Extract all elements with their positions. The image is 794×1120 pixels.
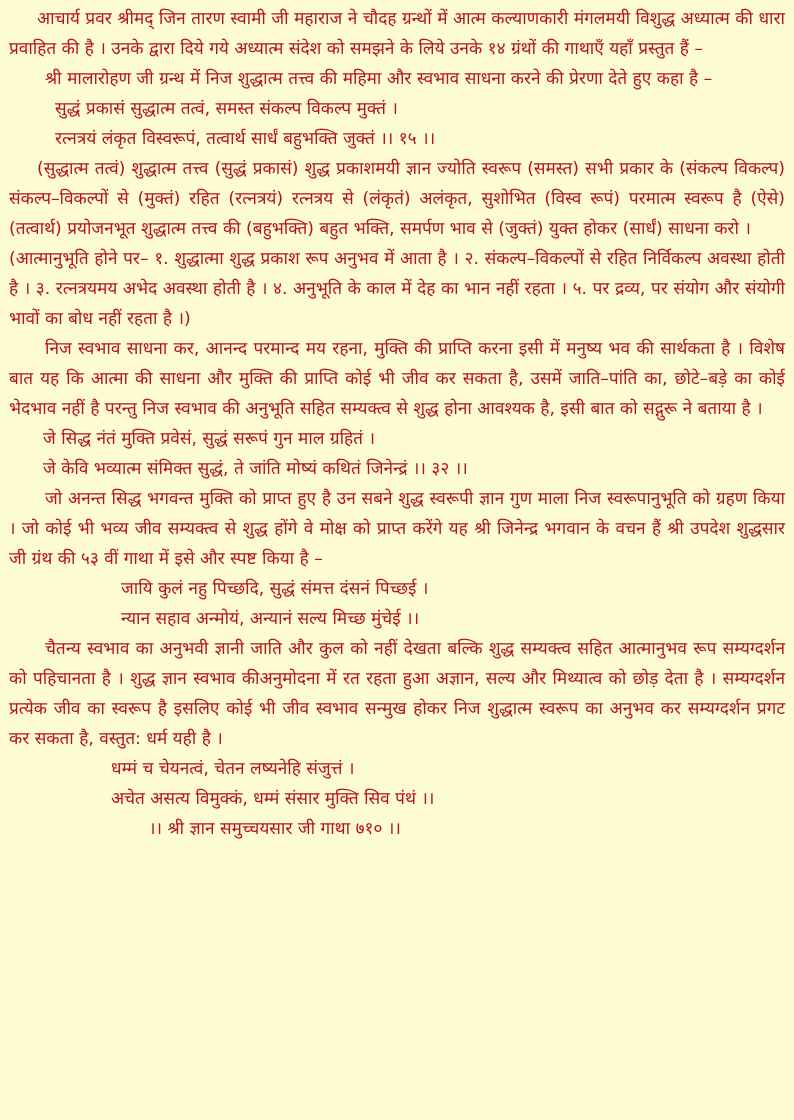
verse-2-line-2: जे केवि भव्यात्म संमिक्त सुद्धं, ते जांति मोष्यं कथितं जिनेन्द्रं ।। ३२ ।। bbox=[43, 459, 468, 479]
verse-2-meaning-paragraph: जो अनन्त सिद्ध भगवन्त मुक्ति को प्राप्त हुए है उन सबने शुद्ध स्वरूपी ज्ञान गुण माला निज स्वरूपानुभूति को ग्रहण किया । जो कोई भी भव्य जीव सम्यक्त्व से शुद्ध होंगे वे मोक्ष को प्राप्त करेंगे यह श्री जिनेन्द्र भगवान के वचन हैं श्री उपदेश शुद्धसार जी ग्रंथ की ५३ वीं गाथा में इसे और स्पष्ट किया है – bbox=[9, 489, 785, 569]
verse-3-line-2: न्यान सहाव अन्मोयं, अन्यानं सल्य मिच्छ मुंचेई ।। bbox=[121, 609, 420, 629]
verse-1-line-2: रत्नत्रयं लंकृत विस्वरूपं, तत्वार्थ सार्धं बहुभक्ति जुक्तं ।। १५ ।। bbox=[55, 129, 436, 149]
verse-4-reference: ।। श्री ज्ञान समुच्चयसार जी गाथा ७१० ।। bbox=[149, 819, 401, 839]
verse-4-line-2: अचेत असत्य विमुक्कं, धम्मं संसार मुक्ति सिव पंथं ।। bbox=[111, 789, 435, 809]
verse-1-meaning-paragraph: (सुद्धात्म तत्वं) शुद्धात्म तत्त्व (सुद्धं प्रकासं) शुद्ध प्रकाशमयी ज्ञान ज्योति स्वरूप (समस्त) सभी प्रकार के (संकल्प विकल्प) संकल्प–विकल्पों से (मुक्तं) रहित (रत्नत्रयं) रत्नत्रय से (लंकृतं) अलंकृत, सुशोभित (विस्व रूपं) परमात्म स्वरूप है (ऐसे) (तत्वार्थ) प्रयोजनभूत शुद्धात्म तत्त्व की (बहुभक्ति) बहुत भक्ति, समर्पण भाव से (जुक्तं) युक्त होकर (सार्धं) साधना करो । bbox=[9, 159, 785, 239]
verse-2-line-1: जे सिद्ध नंतं मुक्ति प्रवेसं, सुद्धं सरूपं गुन माल ग्रहितं । bbox=[43, 429, 375, 449]
self-realization-paragraph: (आत्मानुभूति होने पर– १. शुद्धात्मा शुद्ध प्रकाश रूप अनुभव में आता है । २. संकल्प–विकल्पों से रहित निर्विकल्प अवस्था होती है । ३. रत्नत्रयमय अभेद अवस्था होती है । ४. अनुभूति के काल में देह का भान नहीं रहता । ५. पर द्रव्य, पर संयोग और संयोगी भावों का बोध नहीं रहता है ।) bbox=[9, 249, 785, 329]
verse-3-meaning-paragraph: चैतन्य स्वभाव का अनुभवी ज्ञानी जाति और कुल को नहीं देखता बल्कि शुद्ध सम्यक्त्व सहित आत्मानुभव रूप सम्यग्दर्शन को पहिचानता है । शुद्ध ज्ञान स्वभाव कीअनुमोदना में रत रहता हुआ अज्ञान, सल्य और मिथ्यात्व को छोड़ देता है । सम्यग्दर्शन प्रत्येक जीव का स्वरूप है इसलिए कोई भी जीव स्वभाव सन्मुख होकर निज शुद्धात्म स्वरूप का अनुभव कर सम्यग्दर्शन प्रगट कर सकता है, वस्तुत: धर्म यही है । bbox=[9, 639, 786, 749]
intro-paragraph: आचार्य प्रवर श्रीमद् जिन तारण स्वामी जी महाराज ने चौदह ग्रन्थों में आत्म कल्याणकारी मंगलमयी विशुद्ध अध्यात्म की धारा प्रवाहित की है । उनके द्वारा दिये गये अध्यात्म संदेश को समझने के लिये उनके १४ ग्रंथों की गाथाएँ यहाँ प्रस्तुत हैं – bbox=[9, 9, 785, 59]
self-nature-paragraph: निज स्वभाव साधना कर, आनन्द परमान्द मय रहना, मुक्ति की प्राप्ति करना इसी में मनुष्य भव की सार्थकता है । विशेष बात यह कि आत्मा की साधना और मुक्ति की प्राप्ति कोई भी जीव कर सकता है, उसमें जाति–पांति का, छोटे–बड़े का कोई भेदभाव नहीं है परन्तु निज स्वभाव की अनुभूति सहित सम्यक्त्व से शुद्ध होना आवश्यक है, इसी बात को सद्गुरू ने बताया है । bbox=[9, 339, 785, 419]
verse-3-line-1: जायि कुलं नहु पिच्छदि, सुद्धं संमत्त दंसनं पिच्छई । bbox=[121, 579, 429, 599]
verse-1-line-1: सुद्धं प्रकासं सुद्धात्म तत्वं, समस्त संकल्प विकल्प मुक्तं । bbox=[55, 99, 398, 119]
malarohan-intro-paragraph: श्री मालारोहण जी ग्रन्थ में निज शुद्धात्म तत्त्व की महिमा और स्वभाव साधना करने की प्रेरणा देते हुए कहा है – bbox=[45, 69, 713, 89]
verse-4-line-1: धम्मं च चेयनत्वं, चेतन लष्यनेहि संजुत्तं । bbox=[111, 759, 355, 779]
